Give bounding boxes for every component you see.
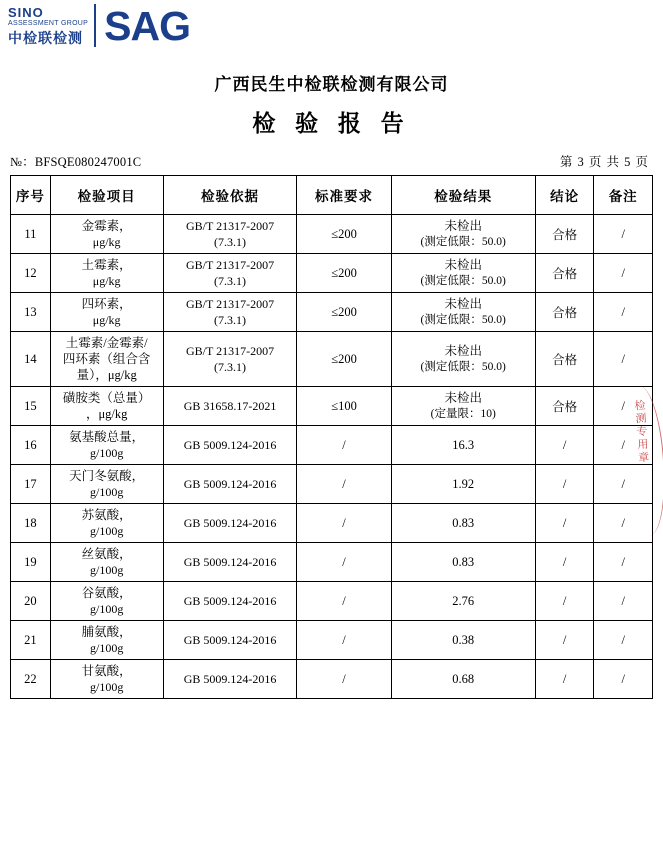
logo-assessment-group-text: ASSESSMENT GROUP [8,20,89,27]
column-header-conclusion: 结论 [535,176,594,215]
cell-item [50,582,163,621]
cell-basis [163,254,297,293]
table-row [11,465,653,504]
page-title: 检 验 报 告 [252,111,411,136]
cell-item-line: g/100g [90,446,124,460]
cell-basis-line: GB 5009.124-2016 [183,516,277,530]
cell-item-line: 脯氨酸， [81,625,132,639]
logo-chinese-text: 中检联检测 [8,30,83,46]
cell-basis [163,504,297,543]
cell-item-line: 磺胺类（总量） [62,391,151,405]
cell-item-line: g/100g [90,641,124,655]
cell-note: / [594,660,653,699]
cell-conclusion: / [535,660,594,699]
cell-basis-line: GB 5009.124-2016 [183,477,277,491]
cell-basis-line: GB 31658.17-2021 [183,399,277,413]
cell-requirement: ≤200 [297,215,391,254]
cell-basis [163,660,297,699]
cell-item-line: 谷氨酸， [81,586,132,600]
cell-result-value: 0.83 [452,555,475,569]
table-body [11,215,653,699]
cell-item-line: g/100g [90,485,124,499]
cell-item-line: μg/kg [92,313,121,327]
cell-basis [163,387,297,426]
cell-result-detail: (定量限：10) [430,408,496,420]
cell-index: 13 [11,293,51,332]
table-row [11,215,653,254]
cell-item-line: 四环素， [81,297,132,311]
cell-result-value: 未检出 [444,344,482,358]
report-number: №：BFSQE080247001C [10,155,142,169]
table-header-row [11,176,653,215]
cell-note: / [594,465,653,504]
cell-result [391,543,535,582]
cell-result-value: 未检出 [444,258,482,272]
cell-result [391,465,535,504]
seal-character: 章 [637,451,650,465]
cell-basis [163,426,297,465]
cell-result-value: 0.83 [452,516,475,530]
cell-item-line: g/100g [90,602,124,616]
cell-conclusion: 合格 [535,332,594,387]
cell-index: 22 [11,660,51,699]
cell-note: / [594,387,653,426]
cell-basis-line: GB 5009.124-2016 [183,633,277,647]
cell-basis [163,621,297,660]
cell-result-value: 1.92 [452,477,475,491]
cell-result-value: 未检出 [444,219,482,233]
cell-index: 19 [11,543,51,582]
cell-result-detail: (测定低限：50.0) [420,314,506,326]
cell-item-line: g/100g [90,524,124,538]
cell-item-line: 土霉素， [81,258,132,272]
page-number: 第 3 页 共 5 页 [559,155,649,169]
cell-basis-line: GB/T 21317-2007 [185,219,275,233]
table-row [11,387,653,426]
table-row [11,504,653,543]
cell-basis [163,332,297,387]
cell-basis-line: (7.3.1) [214,313,247,327]
cell-item [50,387,163,426]
cell-item-line: g/100g [90,680,124,694]
table-row [11,660,653,699]
cell-item-line: 量），μg/kg [76,368,137,382]
cell-basis-line: GB/T 21317-2007 [185,344,275,358]
cell-item [50,426,163,465]
cell-item-line: 氨基酸总量， [69,430,145,444]
cell-result [391,387,535,426]
cell-result [391,621,535,660]
cell-result [391,426,535,465]
cell-requirement: ≤200 [297,254,391,293]
cell-requirement: / [297,426,391,465]
cell-index: 16 [11,426,51,465]
cell-item [50,215,163,254]
cell-conclusion: / [535,504,594,543]
cell-requirement: ≤200 [297,293,391,332]
cell-result-value: 16.3 [452,438,475,452]
cell-result-value: 未检出 [444,297,482,311]
company-name: 广西民生中检联检测有限公司 [214,75,449,94]
cell-note: / [594,254,653,293]
table-row [11,543,653,582]
cell-item [50,660,163,699]
cell-result-value: 0.68 [452,672,475,686]
cell-index: 21 [11,621,51,660]
cell-item-line: 甘氨酸， [81,664,132,678]
seal-character: 测 [635,412,647,426]
cell-requirement: / [297,660,391,699]
cell-conclusion: / [535,582,594,621]
cell-item [50,293,163,332]
cell-result [391,293,535,332]
cell-basis-line: GB 5009.124-2016 [183,438,277,452]
cell-note: / [594,215,653,254]
cell-result [391,504,535,543]
cell-index: 11 [11,215,51,254]
seal-character: 专 [636,425,648,439]
cell-requirement: ≤200 [297,332,391,387]
cell-result [391,254,535,293]
cell-requirement: / [297,582,391,621]
table-row [11,254,653,293]
cell-result [391,332,535,387]
cell-result-value: 未检出 [444,391,482,405]
cell-note: / [594,293,653,332]
column-header-item: 检验项目 [50,176,163,215]
cell-index: 12 [11,254,51,293]
cell-item [50,332,163,387]
cell-requirement: / [297,621,391,660]
column-header-index: 序号 [11,176,51,215]
cell-basis [163,465,297,504]
cell-basis-line: GB/T 21317-2007 [185,297,275,311]
cell-item-line: ，μg/kg [85,407,128,421]
cell-result-detail: (测定低限：50.0) [420,361,506,373]
cell-index: 14 [11,332,51,387]
cell-basis-line: (7.3.1) [214,274,247,288]
cell-conclusion: 合格 [535,215,594,254]
cell-result-detail: (测定低限：50.0) [420,275,506,287]
cell-item-line: 苏氨酸， [81,508,132,522]
cell-result-detail: (测定低限：50.0) [420,236,506,248]
cell-item-line: 土霉素/金霉素/ [65,336,148,350]
cell-result [391,582,535,621]
cell-result [391,215,535,254]
cell-conclusion: 合格 [535,387,594,426]
cell-basis-line: GB 5009.124-2016 [183,594,277,608]
cell-item-line: 天门冬氨酸， [69,469,145,483]
cell-requirement: / [297,504,391,543]
column-header-note: 备注 [594,176,653,215]
cell-conclusion: 合格 [535,254,594,293]
logo-text-block [8,4,96,47]
table-row [11,293,653,332]
logo-sag-text: SAG [104,3,190,49]
table-row [11,426,653,465]
column-header-result: 检验结果 [391,176,535,215]
cell-requirement: / [297,543,391,582]
cell-basis [163,582,297,621]
cell-conclusion: / [535,543,594,582]
inspection-results-table [10,175,653,699]
cell-note: / [594,332,653,387]
cell-basis-line: GB 5009.124-2016 [183,555,277,569]
cell-basis [163,293,297,332]
column-header-requirement: 标准要求 [297,176,391,215]
table-row [11,582,653,621]
cell-index: 15 [11,387,51,426]
cell-basis [163,215,297,254]
cell-note: / [594,582,653,621]
cell-item [50,504,163,543]
cell-item-line: μg/kg [92,235,121,249]
cell-conclusion: / [535,621,594,660]
cell-note: / [594,543,653,582]
cell-result [391,660,535,699]
cell-note: / [594,504,653,543]
cell-basis-line: (7.3.1) [214,360,247,374]
report-meta [0,152,663,170]
column-header-basis: 检验依据 [163,176,297,215]
cell-basis [163,543,297,582]
logo-sino-text: SINO [8,5,44,20]
cell-item-line: 丝氨酸， [81,547,132,561]
cell-conclusion: / [535,465,594,504]
cell-note: / [594,621,653,660]
cell-conclusion: 合格 [535,293,594,332]
cell-item [50,543,163,582]
cell-item-line: μg/kg [92,274,121,288]
cell-index: 20 [11,582,51,621]
brand-header [0,0,663,60]
cell-result-value: 0.38 [452,633,475,647]
cell-result-value: 2.76 [452,594,475,608]
cell-conclusion: / [535,426,594,465]
cell-note: / [594,426,653,465]
cell-item [50,254,163,293]
cell-requirement: / [297,465,391,504]
cell-item [50,465,163,504]
cell-index: 18 [11,504,51,543]
cell-basis-line: GB 5009.124-2016 [183,672,277,686]
cell-basis-line: (7.3.1) [214,235,247,249]
cell-item-line: g/100g [90,563,124,577]
cell-item-line: 金霉素， [81,219,132,233]
cell-index: 17 [11,465,51,504]
seal-character: 用 [636,438,649,452]
cell-basis-line: GB/T 21317-2007 [185,258,275,272]
cell-requirement: ≤100 [297,387,391,426]
cell-item [50,621,163,660]
table-row [11,621,653,660]
seal-character: 检 [634,399,647,413]
cell-item-line: 四环素（组合含 [62,352,151,366]
table-row [11,332,653,387]
